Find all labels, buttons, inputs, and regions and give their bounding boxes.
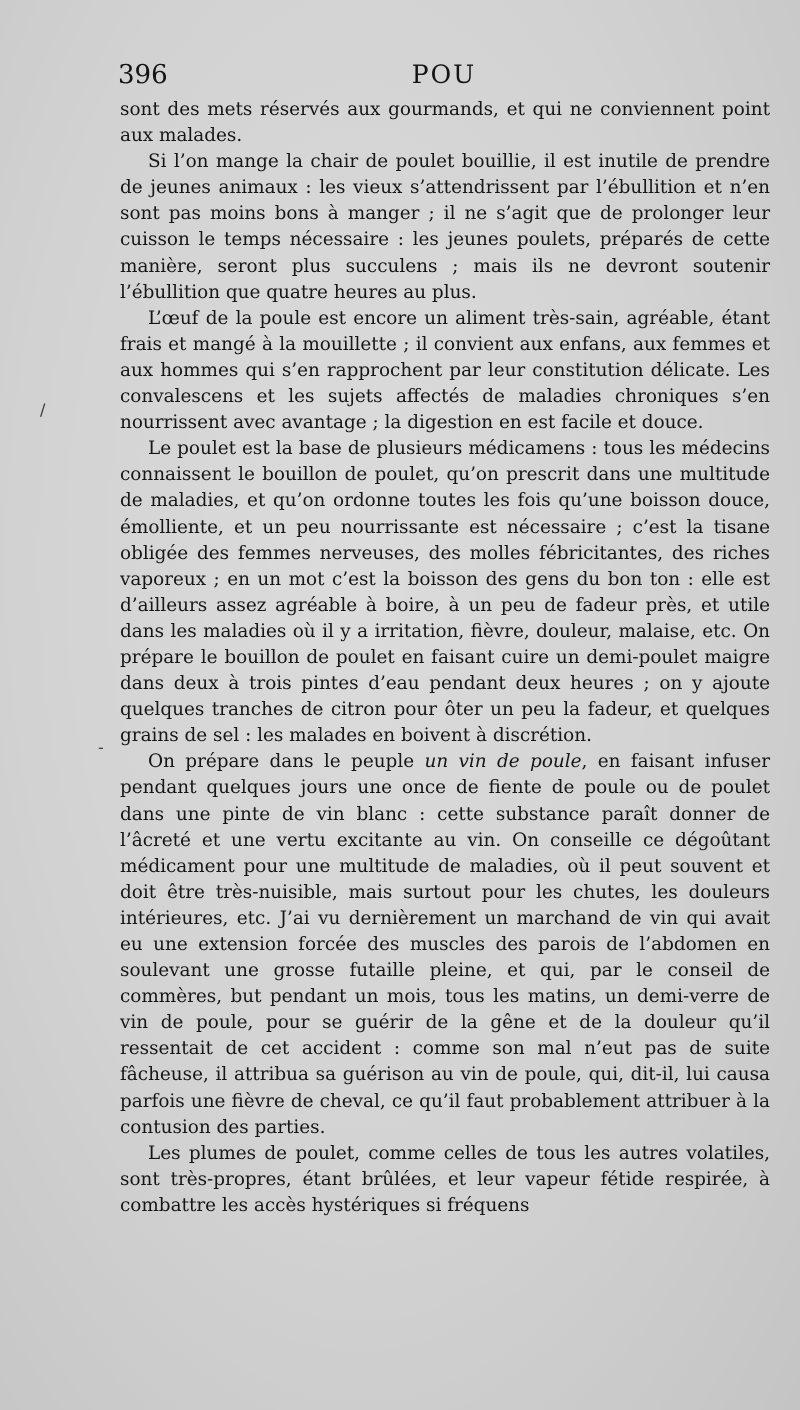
- running-head: POU: [411, 60, 477, 89]
- vin-de-poule-italic: un vin de poule: [424, 751, 582, 773]
- body-text: [120, 97, 770, 1219]
- vin-de-poule-text-start: On prépare dans le peuple: [148, 751, 425, 773]
- margin-stray-dash: -: [98, 738, 104, 757]
- page-number: 396: [118, 60, 168, 90]
- paragraph-chicken-broth: Le poulet est la base de plusieurs médicamens : tous les médecins connaissent le bouillon de poulet, qu’on prescrit dans une multitude de maladies, et qu’on ordonne toutes les fois qu’une boisson douce, émolliente, et un peu nourrissante est nécessaire ; c’est la tisane obligée des femmes nerveuses, des molles fébricitantes, des riches vaporeux ; en un mot c’est la boisson des gens du bon ton : elle est d’ailleurs assez agréable à boire, à un peu de fadeur près, et utile dans les maladies où il y a irritation, fièvre, douleur, malaise, etc. On prépare le bouillon de poulet en faisant cuire un demi-poulet maigre dans deux à trois pintes d’eau pendant deux heures ; on y ajoute quelques tranches de citron pour ôter un peu la fadeur, et quelques grains de sel : les malades en boivent à discrétion.: [120, 438, 770, 747]
- paragraph-boiled-chicken: Si l’on mange la chair de poulet bouillie, il est inutile de prendre de jeunes animaux : les vieux s’attendrissent par l’ébullition et n’en sont pas moins bons à manger ; il ne s’agit que de prolonger leur cuisson le temps nécessaire : les jeunes poulets, préparés de cette manière, seront plus succulens ; mais ils ne devront soutenir l’ébullition que quatre heures au plus.: [120, 151, 770, 303]
- margin-stray-mark: /: [40, 400, 46, 419]
- paragraph-continuation: sont des mets réservés aux gourmands, et qui ne conviennent point aux malades.: [120, 99, 770, 147]
- paragraph-vin-de-poule: [120, 749, 770, 1140]
- page-header: [118, 58, 770, 94]
- vin-de-poule-text-rest: , en faisant infuser pendant quelques jours une once de fiente de poule ou de poulet dans une pinte de vin blanc : cette substance paraît donner de l’âcreté et une vertu excitante au vin. On conseille ce dégoûtant médicament pour une multitude de maladies, où il peut souvent et doit être très-nuisible, mais surtout pour les chutes, les douleurs intérieures, etc. J’ai vu dernièrement un marchand de vin qui avait eu une extension forcée des muscles des parois de l’abdomen en soulevant une grosse futaille pleine, et qui, par le conseil de commères, but pendant un mois, tous les matins, un demi-verre de vin de poule, pour se guérir de la gêne et de la douleur qu’il ressentait de cet accident : comme son mal n’eut pas de suite fâcheuse, il attribua sa guérison au vin de poule, qui, dit-il, lui causa parfois une fièvre de cheval, ce qu’il faut probablement attribuer à la contusion des parties.: [120, 751, 770, 1138]
- paragraph-egg: L’œuf de la poule est encore un aliment très-sain, agréable, étant frais et mangé à la mouillette ; il convient aux enfans, aux femmes et aux hommes qui s’en rapprochent par leur constitution délicate. Les convalescens et les sujets affectés de maladies chroniques s’en nourrissent avec avantage ; la digestion en est facile et douce.: [120, 307, 770, 434]
- paragraph-feathers: Les plumes de poulet, comme celles de tous les autres volatiles, sont très-propres, étant brûlées, et leur vapeur fétide respirée, à combattre les accès hystériques si fréquens: [120, 1142, 770, 1216]
